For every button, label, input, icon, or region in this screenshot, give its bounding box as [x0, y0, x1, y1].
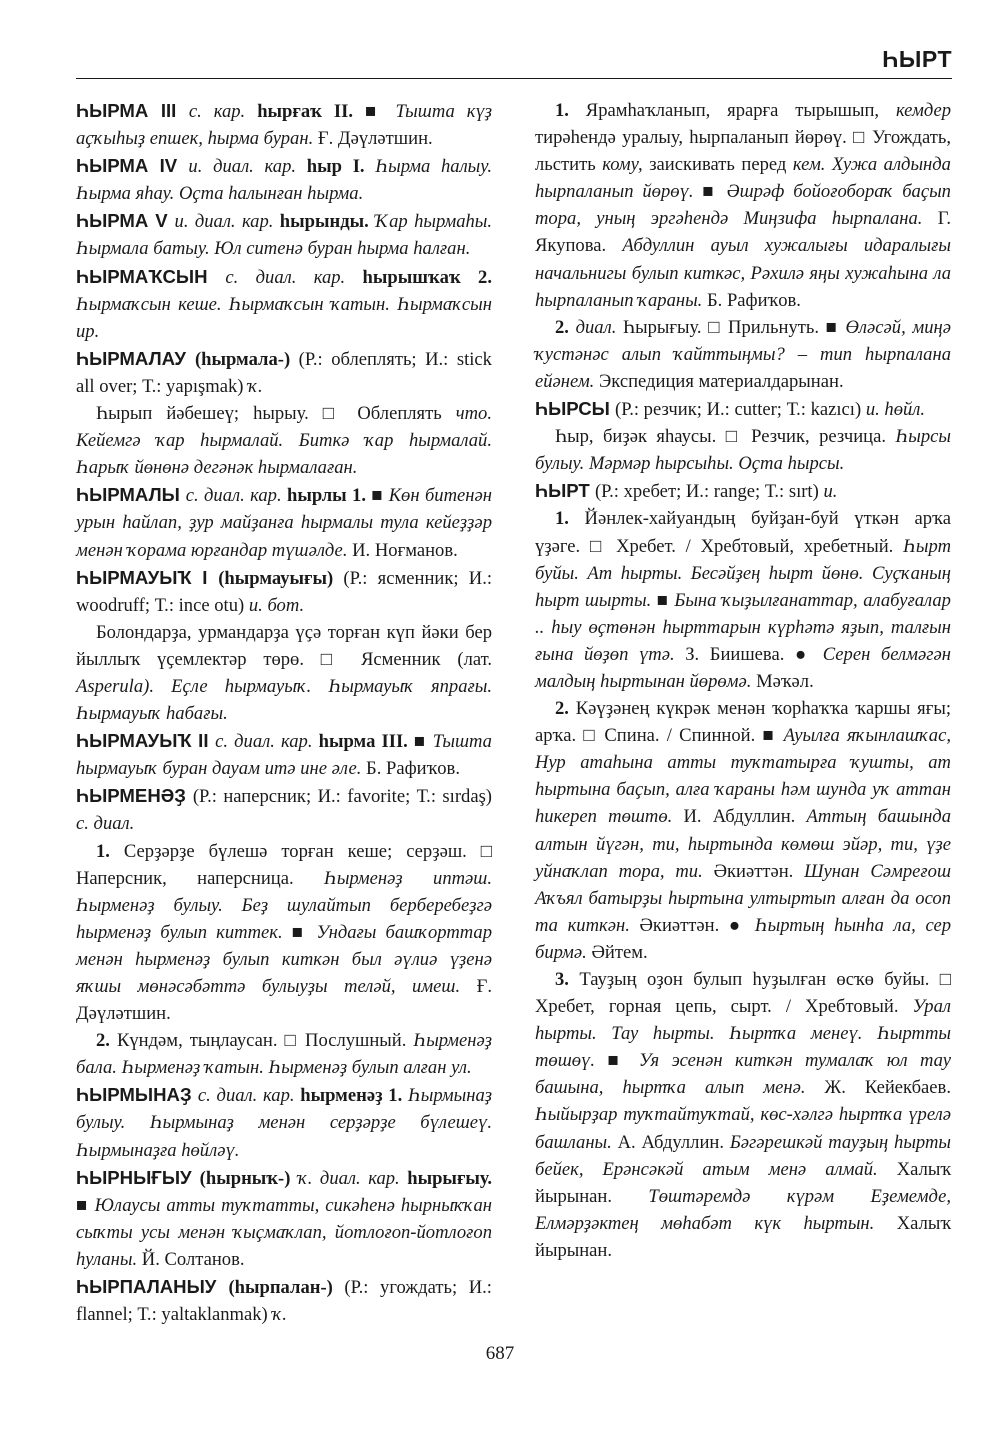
italic-text: Әшрәф бойоғобораҡ баҫып тора, уның эргәһендә Миңзифа һырпалана. [535, 181, 951, 230]
dictionary-paragraph [76, 207, 492, 262]
bold-text: 1. [555, 508, 585, 530]
bold-text: ● [728, 914, 755, 936]
italic-text: кому, [602, 154, 650, 176]
roman-text: Ғ. Дәүләтшин. [76, 976, 492, 1025]
roman-text: Күндәм, тыңлаусан. □ Послушный. [116, 1030, 414, 1052]
roman-text: З. Биишева. [685, 643, 795, 665]
bold-text: ■ [291, 921, 317, 943]
roman-text: Й. Солтанов. [141, 1248, 245, 1270]
dictionary-paragraph [76, 564, 492, 619]
italic-text: диал. [575, 316, 623, 338]
roman-text: Болондарҙа, урмандарҙа үҫә торған күп йәки бер йыллыҡ үҫемлектәр төрө. □ Ясменник (лат. [76, 621, 492, 670]
italic-text: и. диал. кар. [188, 156, 307, 178]
italic-text: ҡ. [248, 375, 263, 397]
dictionary-paragraph [76, 345, 492, 400]
headword: ҺЫРМЫНАҘ [76, 1084, 198, 1106]
roman-text: Ж. Кейекбаев. [824, 1077, 951, 1099]
italic-text: Урал һырты. Тау һырты. Һыртҡа менеү. Һыртты төшөү. [535, 996, 951, 1072]
roman-text: (Р.: ясменник; И.: woodruff; Т.: ince otu) [76, 567, 493, 616]
roman-text: Серҙәрҙе бүлешә торған кеше; серҙәш. □ Наперсник, наперсница. [76, 840, 492, 889]
italic-text: Өләсәй, миңә ҡустәнәс алып ҡайттыңмы? – тип һырпалана ейәнем. [535, 316, 952, 392]
headword: ҺЫРМАУЫҠ I [76, 566, 219, 588]
dictionary-paragraph [76, 619, 492, 727]
italic-text: кем. Хужа алдында һырпаланып йөрөү. [535, 154, 951, 203]
italic-text: Һырменәҙ иптәш. Һырменәҙ булыу. Беҙ шулайтып берберебеҙгә һырменәҙ булып киттек. [76, 867, 492, 943]
headword: ҺЫРМА III [76, 100, 189, 121]
roman-text: Халыҡ йырынан. [535, 1212, 951, 1261]
bold-text: һырышҡаҡ 2. [362, 266, 492, 288]
dictionary-paragraph [76, 152, 492, 207]
italic-text: Asperula). Еҫле һырмауыҡ. Һырмауыҡ япрағы. Һырмауыҡ һабағы. [76, 675, 492, 725]
roman-text: Кәүҙәнең күкрәк менән ҡорһаҡҡа ҡаршы яғы; арҡа. □ Спина. / Спинной. [535, 698, 951, 747]
dictionary-paragraph [535, 314, 951, 395]
roman-text: тирәһендә уралыу, һырпаланып йөрөү. □ Угождать, льстить [535, 127, 951, 176]
italic-text: Ауылға яҡынлашҡас, Нур атаһына атты туҡтатырға ҡушты, ат һыртына баҫып, алға ҡараны һәм шунда уҡ аттан һикереп төштө. [535, 725, 951, 828]
roman-text: Йәнлек-хайуандың буйҙан-буй үткән арҡа үҙәге. □ Хребет. / Хребтовый, хребетный. [535, 508, 952, 557]
roman-text: Б. Рафиҡов. [366, 758, 460, 780]
italic-text: Ҡар һырмаһы. Һырмала батыу. Юл ситенә буран һырма һалған. [76, 211, 493, 260]
italic-text: Шунан Сәмреғош Аҡъял батырҙы һыртына ултыртып алған да осоп та киткән. [535, 860, 951, 936]
italic-text: Юлаусы атты туҡтатты, сикәһенә һырныҡҡан сыҡты усы менән ҡыҫмаҡлап, йотлоғоп-йотлоғоп һуланы. [76, 1194, 492, 1270]
italic-text: Бына ҡыҙылғанаттар, алабуғалар .. һыу өҫтөнән һырттарын күрһәтә яҙып, талғын ғына йөҙөп үтә. [535, 589, 951, 665]
italic-text: Һыртың һынһа ла, сер бирмә. [535, 914, 951, 963]
dictionary-paragraph [76, 727, 492, 782]
dictionary-paragraph [535, 477, 951, 505]
italic-text: что. Кейемгә ҡар һырмалай. Биткә ҡар һырмалай. Һарыҡ йөнөнә дегәнәк һырмалаған. [76, 403, 492, 479]
bold-text: ■ [607, 1050, 639, 1072]
roman-text: И. Абдуллин. [683, 806, 807, 828]
roman-text: (Р.: хребет; И.: range; Т.: sırt) [594, 481, 824, 503]
bold-text: һырынды. [279, 211, 376, 233]
italic-text: Һырмынаҙ булыу. Һырмынаҙ менән серҙәрҙе бүлешеү. Һырмынаҙға һөйләү. [76, 1085, 492, 1161]
italic-text: Һырменәҙ бала. Һырменәҙ ҡатын. Һырменәҙ булып алған ул. [76, 1030, 493, 1079]
header-rule [76, 78, 952, 79]
headword: ҺЫРМЕНӘҘ [76, 785, 193, 807]
italic-text: Һыйырҙар туҡтайтуҡтай, көс-хәлгә һыртҡа үрелә башланы. [535, 1104, 951, 1153]
dictionary-paragraph [535, 423, 951, 477]
bold-text: 1. [96, 840, 124, 862]
bold-text: һырғаҡ II. ■ [257, 101, 396, 122]
roman-text: (Р.: угождать; И.: flannel; Т.: yaltaklanmak) [76, 1277, 492, 1326]
dictionary-paragraph [535, 966, 951, 1264]
italic-text: с. диал. кар. [215, 731, 319, 753]
italic-text: с. диал. кар. [225, 266, 363, 288]
bold-text: 2. [555, 698, 576, 720]
roman-text: (Р.: облеплять; И.: stick all over; Т.: yapışmak) [76, 348, 492, 397]
italic-text: Һырсы булыу. Мәрмәр һырсыһы. Оҫта һырсы. [535, 426, 951, 475]
roman-text: Тауҙың оҙон булып һуҙылған өсҡө буйы. □ Хребет, горная цепь, сырт. / Хребтовый. [535, 969, 952, 1018]
bold-text: 2. [96, 1030, 117, 1052]
italic-text: Төштәремдә күрәм Еҙемемде, Елмәрҙәктең мөһабәт күк һыртын. [535, 1185, 952, 1234]
roman-text: Б. Рафиҡов. [706, 289, 801, 311]
roman-text: Мәҡәл. [756, 670, 814, 692]
headword: ҺЫРМАЛЫ [76, 484, 186, 506]
italic-text: Бәгәрешкәй тауҙың һырты бейек, Ерәнсәкәй атым менә алмай. [535, 1131, 951, 1180]
bold-text: һырлы 1. ■ [286, 485, 389, 507]
bold-text: (һырныҡ-) [199, 1167, 298, 1189]
italic-text: и. һөйл. [865, 399, 926, 421]
roman-text: Экспедиция материалдарынан. [598, 370, 844, 392]
bold-text: ● [794, 643, 823, 665]
headword: ҺЫРНЫҒЫУ [76, 1166, 200, 1188]
dictionary-paragraph [535, 395, 951, 423]
left-column [76, 97, 492, 1328]
headword: ҺЫРМАЛАУ [76, 347, 195, 369]
running-head: ҺЫРТ [882, 46, 952, 72]
bold-text: һырма III. ■ [318, 731, 433, 753]
dictionary-paragraph [76, 1081, 492, 1163]
dictionary-paragraph [76, 263, 492, 345]
headword: ҺЫРПАЛАНЫУ [76, 1276, 229, 1298]
headword: ҺЫРТ [535, 480, 595, 502]
italic-text: с. диал. кар. [197, 1085, 301, 1107]
bold-text: (һырмала-) [194, 348, 299, 370]
italic-text: ҡ. диал. кар. [297, 1167, 408, 1189]
italic-text: Ундағы башҡорттар менән һырменәҙ булып киткән был әүлиә үҙенә яҡшы мөнәсәбәттә булыуҙы теләй, имеш. [76, 921, 492, 997]
italic-text: и. [823, 481, 838, 503]
italic-text: кемдер [895, 100, 952, 121]
italic-text: с. диал. [76, 813, 135, 835]
dictionary-paragraph [535, 97, 951, 314]
dictionary-paragraph [76, 782, 492, 837]
roman-text: (Р.: резчик; И.: cutter; Т.: kazıcı) [615, 399, 866, 421]
roman-text: Әкиәттән. [713, 860, 805, 882]
italic-text: Һырмаҡсын кеше. Һырмаҡсын ҡатын. Һырмаҡсын ир. [76, 293, 492, 342]
roman-text: (Р.: наперсник; И.: favorite; Т.: sırdaş) [192, 786, 492, 808]
headword: ҺЫРМАҠСЫН [76, 265, 226, 287]
bold-text: (һырмауығы) [218, 567, 344, 589]
bold-text: 1. [555, 100, 586, 121]
bold-text: 2. [555, 316, 576, 338]
bold-text: ■ [825, 316, 846, 338]
italic-text: и. бот. [248, 594, 305, 616]
dictionary-paragraph [535, 695, 951, 966]
italic-text: с. диал. кар. [185, 485, 287, 507]
italic-text: Һырма һалыу. Һырма яһау. Оҫта һалынған һырма. [76, 156, 492, 205]
headword: ҺЫРСЫ [535, 398, 616, 420]
bold-text: һырменәҙ 1. [300, 1085, 408, 1107]
roman-text: заискивать перед [649, 154, 793, 176]
headword: ҺЫРМА V [76, 210, 175, 232]
dictionary-paragraph [76, 400, 492, 481]
dictionary-paragraph [76, 97, 492, 152]
roman-text: Әкиәттән. [639, 914, 729, 936]
italic-text: Тышта һырмауыҡ буран дауам итә ине әле. [76, 731, 492, 780]
italic-text: Һырт буйы. Ат һырты. Бесәйҙең һырт йөнө. Суҫҡаның һырт шырты. [535, 535, 951, 611]
roman-text: Һырығыу. □ Прильнуть. [623, 316, 826, 338]
roman-text: Һырып йәбешеү; һырыу. □ Облеплять [96, 403, 456, 425]
roman-text: А. Абдуллин. [617, 1131, 730, 1153]
roman-text: И. Ноғманов. [352, 539, 458, 561]
dictionary-paragraph [76, 481, 492, 563]
roman-text: Ғ. Дәүләтшин. [317, 128, 433, 150]
roman-text: Һыр, биҙәк яһаусы. □ Резчик, резчица. [555, 426, 896, 448]
bold-text: ■ [656, 589, 675, 611]
headword: ҺЫРМАУЫҠ II [76, 730, 216, 752]
dictionary-paragraph [76, 1273, 492, 1328]
italic-text: Көн битенән урын һайлап, ҙур майҙанға һырмалы тула кейеҙҙәр менән ҡорама юрғандар түшәлде. [76, 485, 492, 561]
italic-text: Тышта күҙ аҫҡыһыҙ епшек, һырма буран. [76, 101, 492, 150]
dictionary-paragraph [76, 1027, 492, 1081]
bold-text: 3. [555, 969, 580, 990]
italic-text: с. кар. [188, 101, 258, 122]
italic-text: ҡ. [272, 1304, 287, 1326]
roman-text: Ярамһаҡланып, ярарға тырышып, [585, 100, 896, 121]
bold-text: ■ [762, 725, 784, 747]
right-column [535, 97, 951, 1264]
bold-text: һырығыу. ■ [76, 1167, 492, 1216]
italic-text: Уя эсенән киткән тумалаҡ юл тау башына, һыртҡа алып менә. [535, 1050, 951, 1099]
dictionary-paragraph [76, 838, 492, 1028]
bold-text: (һырпалан-) [228, 1277, 345, 1299]
bold-text: ■ [702, 181, 727, 203]
italic-text: Аттың башында алтын йүгән, ти, һыртында көмөш эйәр, ти, үҙе уйнаҡлап тора, ти. [535, 806, 951, 882]
roman-text: Әйтем. [591, 941, 648, 963]
roman-text: Халыҡ йырынан. [535, 1158, 951, 1207]
headword: ҺЫРМА IV [76, 155, 189, 177]
roman-text: Г. Якупова. [535, 208, 951, 257]
page-number: 687 [485, 1343, 515, 1364]
italic-text: и. диал. кар. [174, 211, 280, 233]
italic-text: Абдуллин ауыл хужалығы идаралығы начальнигы булып киткәс, Рәхилә яңы хужаһына ла һырпаланып ҡараны. [535, 235, 951, 311]
dictionary-paragraph [535, 505, 951, 695]
bold-text: һыр I. [306, 156, 376, 178]
dictionary-paragraph [76, 1164, 492, 1273]
italic-text: Серен белмәгән малдың һыртынан йөрөмә. [535, 643, 951, 692]
